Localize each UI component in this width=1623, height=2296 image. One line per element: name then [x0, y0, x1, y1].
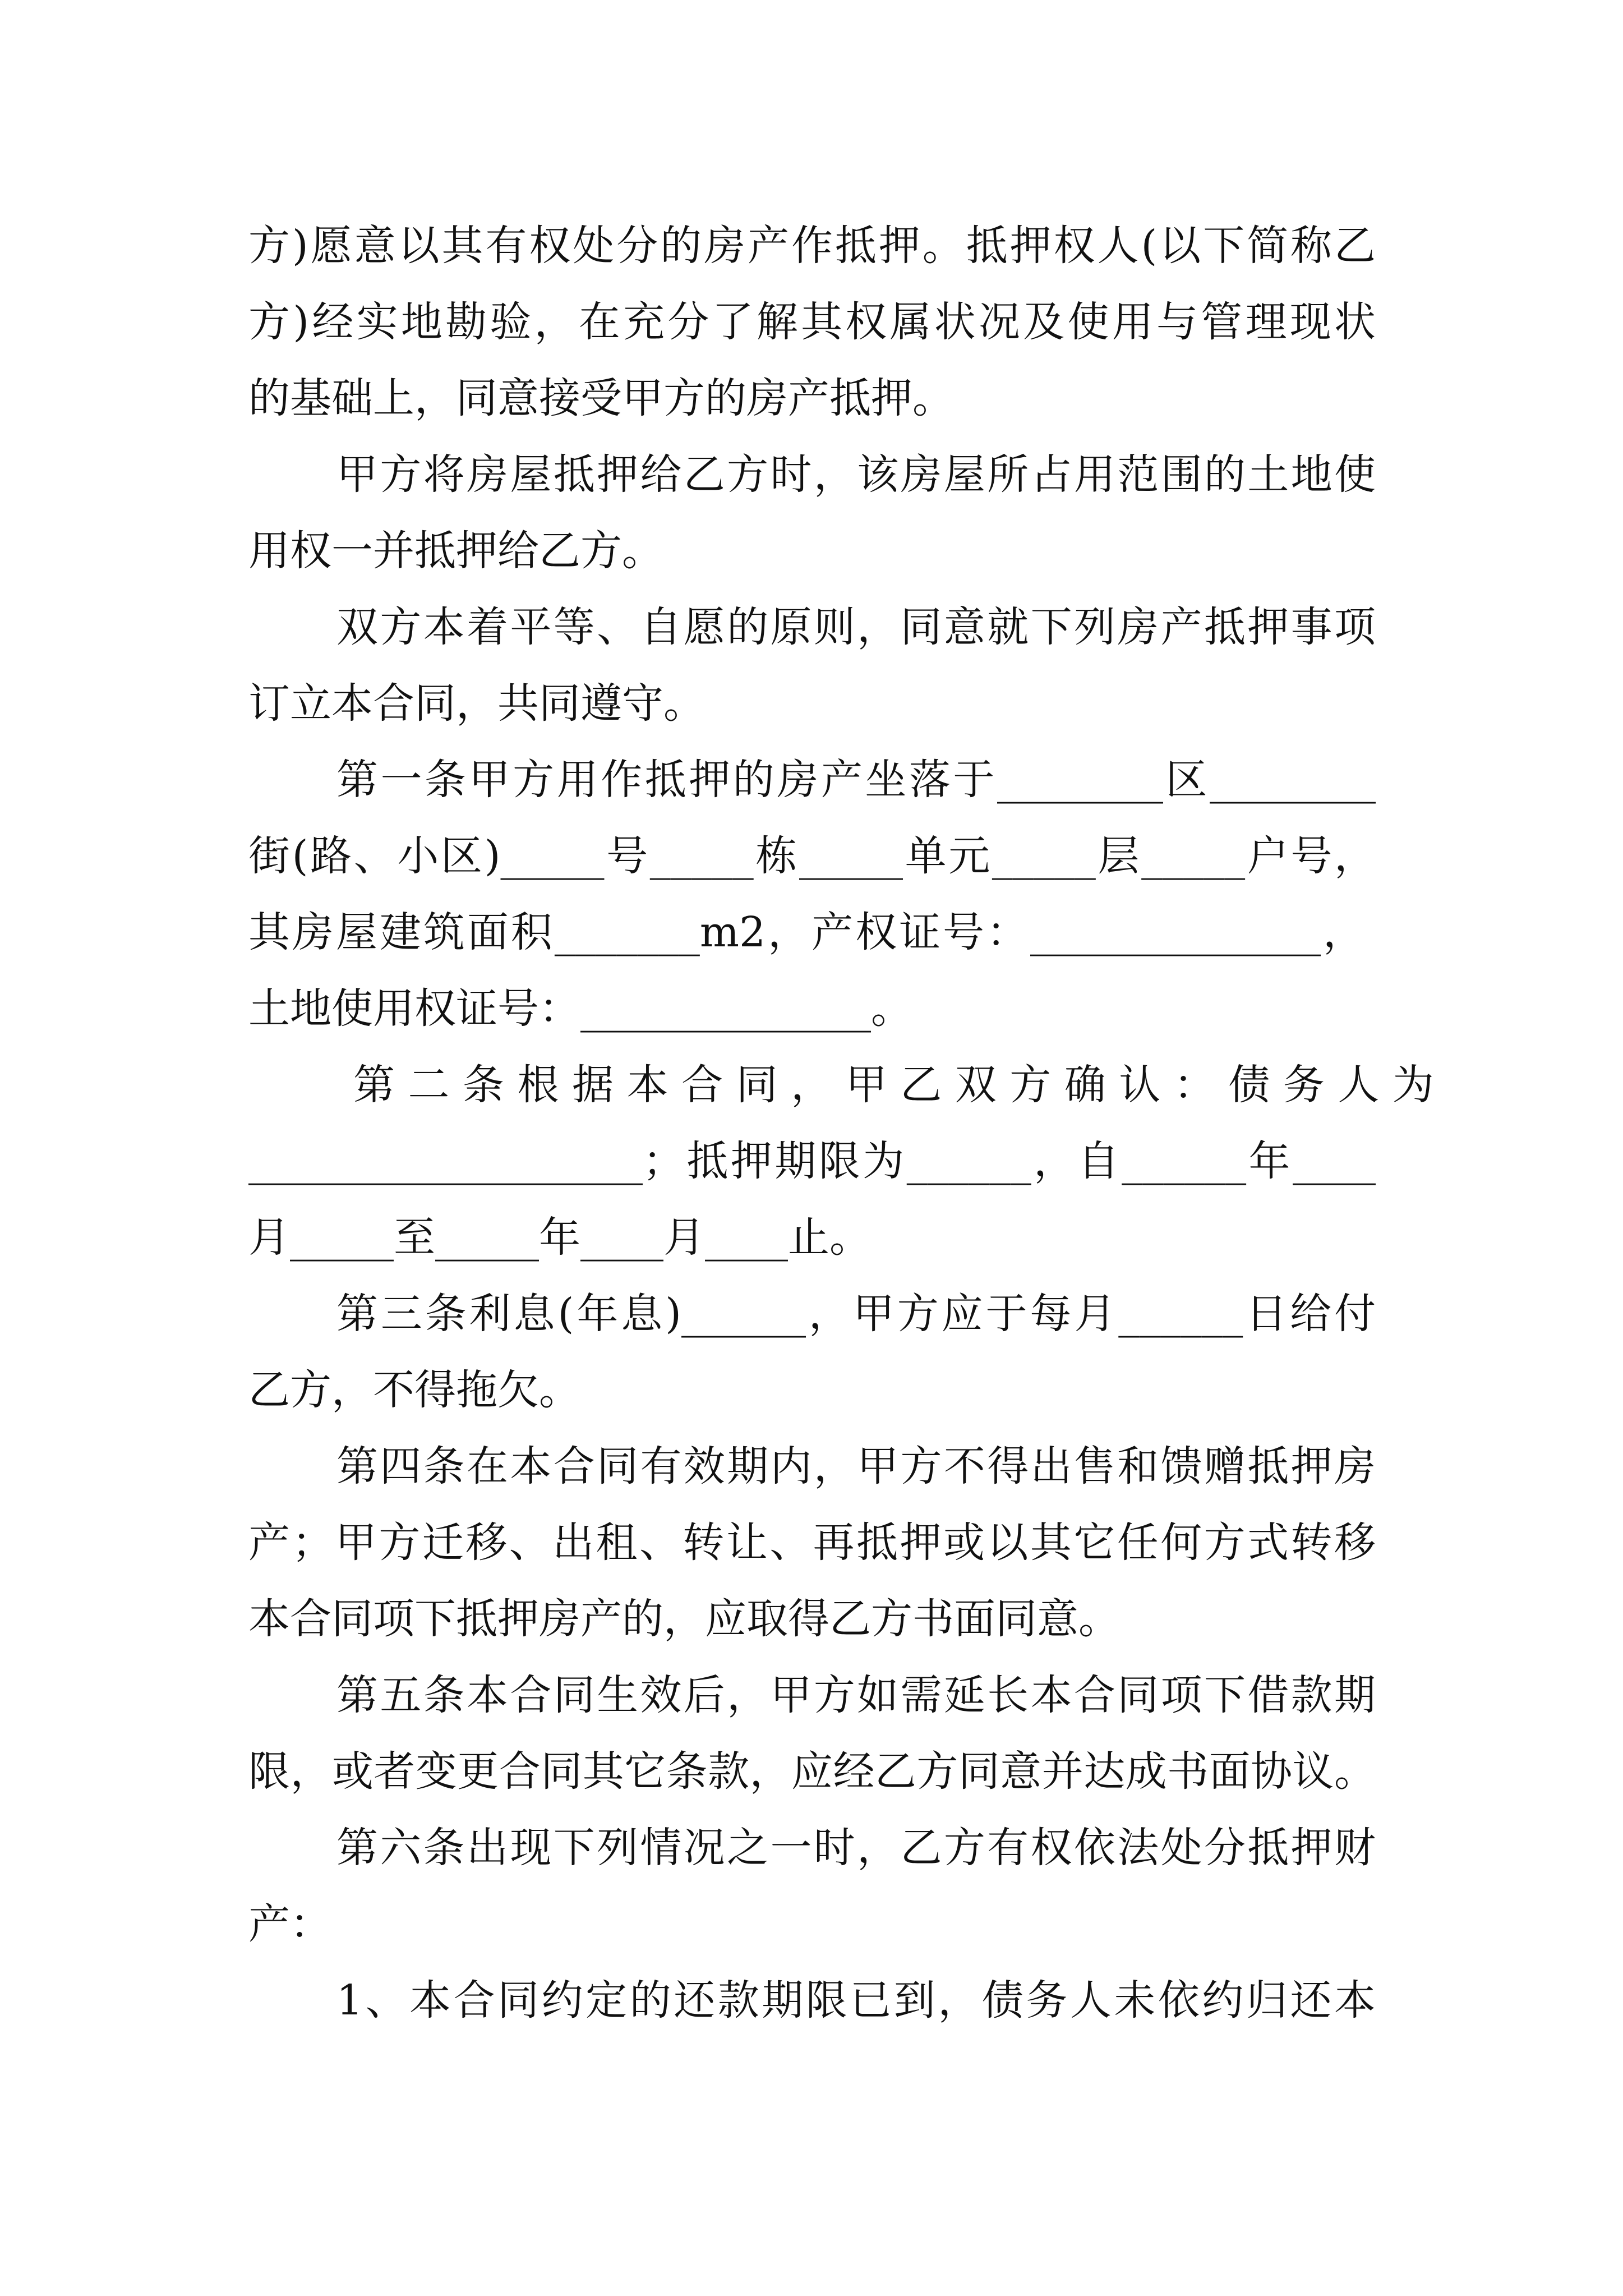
text-line: 其房屋建筑面积_______m2，产权证号：______________， — [248, 908, 1364, 956]
text-line: 产；甲方迁移、出租、转让、再抵押或以其它任何方式转移 — [248, 1519, 1376, 1567]
text-line: 第 二 条 根 据 本 合 同 ， 甲 乙 双 方 确 认 ： 债 务 人 为 — [353, 1061, 1434, 1109]
text-line: 用权一并抵押给乙方。 — [248, 527, 663, 575]
text-line: 的基础上，同意接受甲方的房产抵押。 — [248, 374, 954, 422]
text-line: 第六条出现下列情况之一时，乙方有权依法处分抵押财 — [336, 1824, 1376, 1872]
text-line: 1、本合同约定的还款期限已到，债务人未依约归还本 — [336, 1976, 1376, 2024]
text-line: ___________________；抵押期限为______，自______年____ — [248, 1137, 1376, 1185]
text-line: 街(路、小区)_____号_____栋_____单元_____层_____户号， — [248, 832, 1376, 880]
text-line: 双方本着平等、自愿的原则，同意就下列房产抵押事项 — [336, 603, 1376, 651]
text-line: 本合同项下抵押房产的，应取得乙方书面同意。 — [248, 1595, 1120, 1643]
text-line: 限，或者变更合同其它条款，应经乙方同意并达成书面协议。 — [248, 1747, 1376, 1796]
text-line: 订立本合同，共同遵守。 — [248, 679, 705, 728]
text-line: 方)经实地勘验，在充分了解其权属状况及使用与管理现状 — [248, 298, 1376, 346]
text-line: 第一条甲方用作抵押的房产坐落于________区________ — [336, 756, 1376, 804]
text-line: 方)愿意以其有权处分的房产作抵押。抵押权人(以下简称乙 — [248, 222, 1376, 270]
text-line: 第三条利息(年息)______，甲方应于每月______日给付 — [336, 1290, 1376, 1338]
text-line: 甲方将房屋抵押给乙方时，该房屋所占用范围的土地使 — [336, 450, 1376, 499]
text-line: 月_____至_____年____月____止。 — [248, 1213, 871, 1262]
text-line: 第四条在本合同有效期内，甲方不得出售和馈赠抵押房 — [336, 1442, 1376, 1490]
text-line: 土地使用权证号：______________。 — [248, 984, 912, 1033]
text-line: 产： — [248, 1900, 331, 1948]
text-line: 第五条本合同生效后，甲方如需延长本合同项下借款期 — [336, 1671, 1376, 1719]
text-line: 乙方，不得拖欠。 — [248, 1366, 580, 1414]
